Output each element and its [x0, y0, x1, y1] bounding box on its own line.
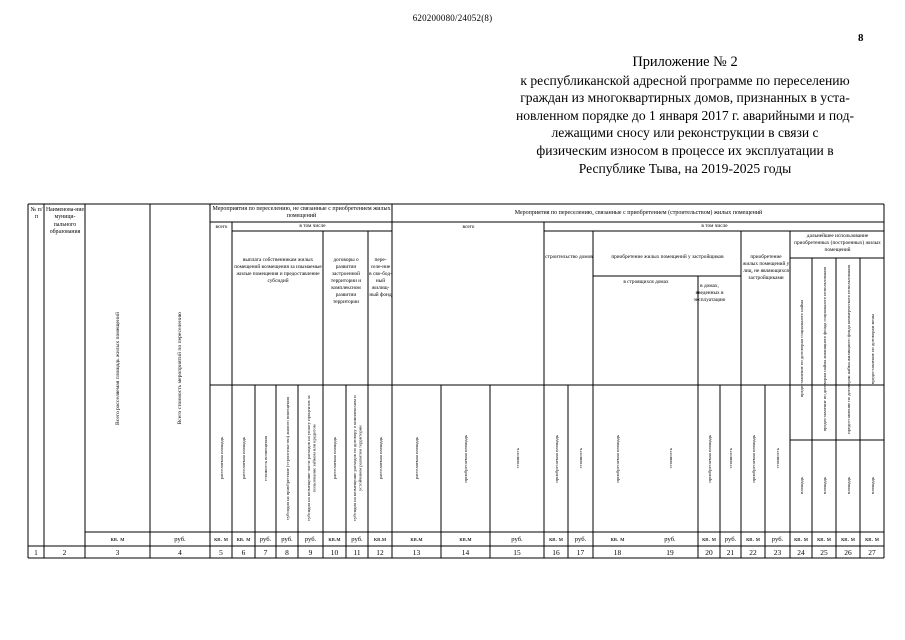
column-number: 13: [412, 547, 421, 557]
unit-cell: кв. м: [110, 535, 125, 543]
unit-cell: руб.: [351, 535, 363, 543]
unit-cell: руб.: [281, 535, 293, 543]
unit-cell: кв. м: [214, 535, 228, 543]
column-number: 3: [115, 547, 120, 557]
column-number: 23: [773, 547, 782, 557]
unit-cell: кв. м: [865, 535, 879, 543]
column-label: расселяемая площадь: [218, 437, 224, 480]
header-buildings-under-construction: в строящихся домах: [623, 279, 669, 285]
column-label: предоставление по договорам найма жилищного фонда коммерческого использования: [845, 264, 851, 434]
column-label: субсидия на возмещение расходов по договору о комплексном и устойчивом развитии территории: [352, 395, 363, 522]
column-label: расселяемая площадь: [332, 437, 338, 480]
heading-line: Республике Тыва, на 2019-2025 годы: [578, 160, 792, 176]
column-number: 6: [241, 547, 246, 557]
unit-cell: руб.: [174, 535, 186, 543]
header-total-right: всего: [462, 224, 475, 230]
column-number: 14: [461, 547, 470, 557]
header-group-acquisition: Мероприятия по переселению, связанные с приобретением (строительством) жилых помещений: [514, 209, 763, 216]
header-buildings-commissioned: в домах, введенных в эксплуатацию: [693, 283, 726, 303]
column-sublabel: площадь: [821, 477, 827, 495]
heading-line: новленном порядке до 1 января 2017 г. аварийными и под-: [515, 107, 855, 123]
column-number: 19: [666, 547, 674, 557]
header-municipality: Наименова-ние муници-пального образования: [45, 207, 85, 236]
header-buyout: выплата собственникам жилых помещений возмещения за изымаемые жилые помещения и предоставление субсидий: [234, 257, 322, 284]
header-including-left: в том числе: [299, 223, 326, 229]
unit-cell: кв.м: [328, 535, 341, 543]
header-total-area: Всего расселяемая площадь жилых помещений: [114, 311, 121, 425]
unit-cell: кв. м: [702, 535, 716, 543]
header-number: № п/п: [30, 207, 43, 220]
column-label: приобретаемая площадь: [750, 434, 756, 483]
column-sublabel: площадь: [869, 477, 875, 495]
column-number: 22: [749, 547, 757, 557]
column-number: 21: [726, 547, 735, 557]
column-number: 10: [330, 547, 339, 557]
column-number: 16: [552, 547, 560, 557]
document-id: 620200080/24052(8): [412, 13, 493, 23]
unit-cell: кв.м: [373, 535, 387, 543]
header-further-use: дальнейшее использование приобретенных (построенных) жилых помещений: [794, 233, 881, 253]
column-number: 11: [353, 547, 361, 557]
heading-line: к республиканской адресной программе по переселению: [520, 72, 850, 88]
header-group-non-acquisition: Мероприятия по переселению, не связанные с приобретением жилых помещений: [212, 206, 391, 219]
unit-cell: руб.: [511, 535, 523, 543]
column-label: приобретаемая площадь: [463, 434, 469, 483]
column-label: субсидия на приобретение (строительство) жилого помещения: [284, 396, 290, 521]
column-number: 27: [868, 547, 876, 557]
column-label: стоимость возмещения: [263, 435, 269, 482]
header-total-cost: Всего стоимость мероприятий по переселению: [176, 311, 183, 425]
column-label: стоимость: [728, 448, 734, 469]
unit-cell: кв. м: [549, 535, 563, 543]
column-number: 8: [285, 547, 289, 557]
column-label: расселяемая площадь: [377, 437, 383, 480]
page-number: 8: [858, 32, 864, 44]
column-label: субсидия на возмещение части расходов на уплату процентов за пользование займом или кредитом: [305, 395, 316, 522]
column-number: 5: [219, 547, 223, 557]
column-label: предоставление по договорам найма жилищного фонда социального использования: [821, 266, 827, 432]
unit-cell: кв.м: [410, 535, 423, 543]
heading-line: физическим износом в процессе их эксплуатации в: [536, 142, 834, 158]
unit-cell: руб.: [724, 535, 737, 543]
unit-cell: руб.: [771, 535, 784, 543]
header-construction: строительство домов: [545, 254, 593, 260]
column-number: 25: [820, 547, 828, 557]
column-label: приобретаемая площадь: [615, 434, 621, 483]
unit-cell: кв.м: [459, 535, 472, 543]
column-number: 12: [376, 547, 384, 557]
heading-line: граждан из многоквартирных домов, признанных в уста-: [520, 90, 850, 106]
column-label: предоставление по договорам социального найма: [798, 300, 804, 398]
column-label: стоимость: [775, 448, 781, 469]
column-label: предоставление по договорам мены: [869, 313, 875, 385]
column-sublabel: площадь: [845, 477, 851, 495]
column-number: 18: [613, 547, 622, 557]
header-free-housing-fund: пере-селе-ние в сво-бод-ный жилищ-ный фонд: [369, 257, 392, 298]
header-including-right: в том числе: [701, 223, 728, 229]
column-label: приобретаемая площадь: [553, 434, 559, 483]
header-from-non-developers: приобретение жилых помещений у лиц, не являющихся застройщиками: [742, 254, 790, 281]
column-sublabel: площадь: [798, 477, 804, 495]
unit-cell: кв. м: [610, 535, 625, 543]
column-label: расселяемая площадь: [241, 437, 247, 480]
unit-cell: кв. м: [817, 535, 831, 543]
column-number: 17: [576, 547, 585, 557]
column-number: 9: [308, 547, 313, 557]
column-number: 7: [263, 547, 268, 557]
heading-line: Приложение № 2: [632, 54, 738, 70]
column-label: стоимость: [514, 448, 520, 469]
header-development-contracts: договоры о развитии застроенной территории и комплексном развитии территории: [330, 257, 362, 305]
unit-cell: руб.: [259, 535, 272, 543]
unit-cell: руб.: [574, 535, 587, 543]
column-number: 1: [34, 547, 38, 557]
unit-cell: руб.: [664, 535, 676, 543]
column-number: 24: [797, 547, 805, 557]
column-number: 26: [844, 547, 852, 557]
header-from-developers: приобретение жилых помещений у застройщиков: [611, 254, 724, 260]
unit-cell: кв. м: [794, 535, 808, 543]
column-number: 20: [705, 547, 713, 557]
unit-cell: кв. м: [746, 535, 760, 543]
header-total-left: всего: [215, 224, 228, 230]
column-label: приобретаемая площадь: [706, 434, 712, 483]
column-label: стоимость: [578, 448, 584, 469]
unit-cell: кв. м: [841, 535, 855, 543]
unit-cell: кв. м: [236, 535, 251, 543]
heading-line: лежащими сносу или реконструкции в связи с: [551, 125, 819, 141]
column-number: 2: [62, 547, 67, 557]
column-label: расселяемая площадь: [414, 437, 420, 480]
column-number: 4: [178, 547, 182, 557]
column-number: 15: [513, 547, 521, 557]
column-label: стоимость: [667, 448, 673, 469]
unit-cell: руб.: [304, 535, 317, 543]
